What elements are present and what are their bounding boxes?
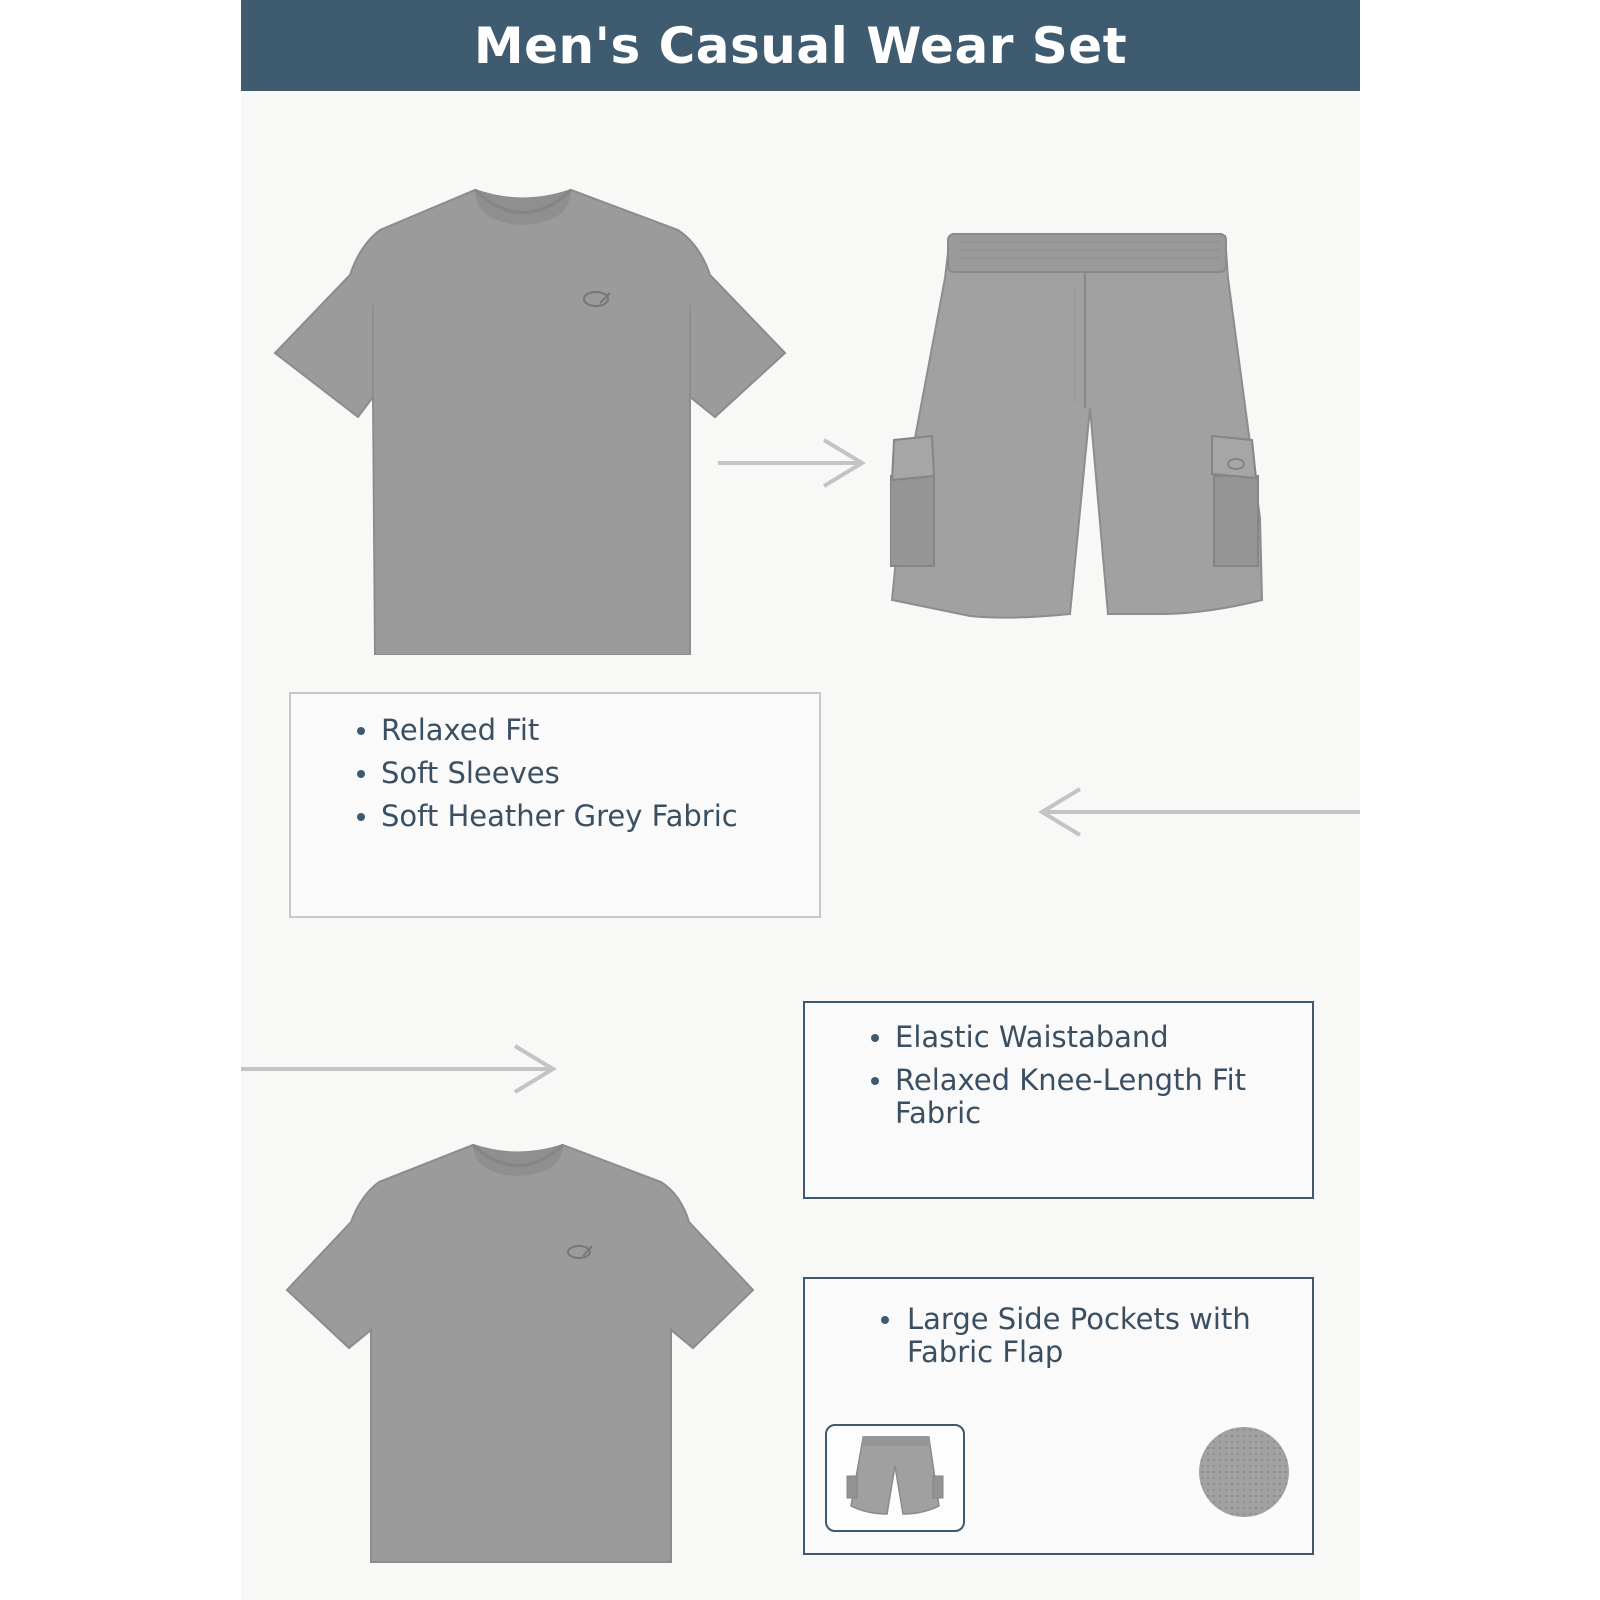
left-cargo-pocket-icon xyxy=(890,436,934,566)
shorts-features-box xyxy=(803,1001,1314,1199)
feature-item: Relaxed Fit xyxy=(353,714,738,747)
title-banner xyxy=(241,0,1360,91)
arrow-left-icon xyxy=(1036,787,1360,837)
shorts-thumbnail xyxy=(825,1424,965,1532)
tshirt-front-image xyxy=(283,1140,758,1565)
page-title: Men's Casual Wear Set xyxy=(473,16,1128,75)
feature-item: Large Side Pockets with Fabric Flap xyxy=(877,1303,1297,1369)
shorts-icon xyxy=(827,1426,963,1530)
fabric-swatch-icon xyxy=(1199,1427,1289,1517)
right-cargo-pocket-icon xyxy=(1212,436,1258,566)
feature-item: Relaxed Knee-Length Fit Fabric xyxy=(867,1064,1287,1130)
feature-item: Soft Sleeves xyxy=(353,757,738,790)
tshirt-features-box xyxy=(289,692,821,918)
arrow-right-icon xyxy=(241,1044,559,1094)
cargo-shorts-image xyxy=(890,228,1290,638)
feature-item: Elastic Waistaband xyxy=(867,1021,1287,1054)
feature-item: Soft Heather Grey Fabric xyxy=(353,800,738,833)
pocket-features-box xyxy=(803,1277,1314,1555)
arrow-right-icon xyxy=(716,438,868,488)
tshirt-front-image xyxy=(270,185,800,655)
